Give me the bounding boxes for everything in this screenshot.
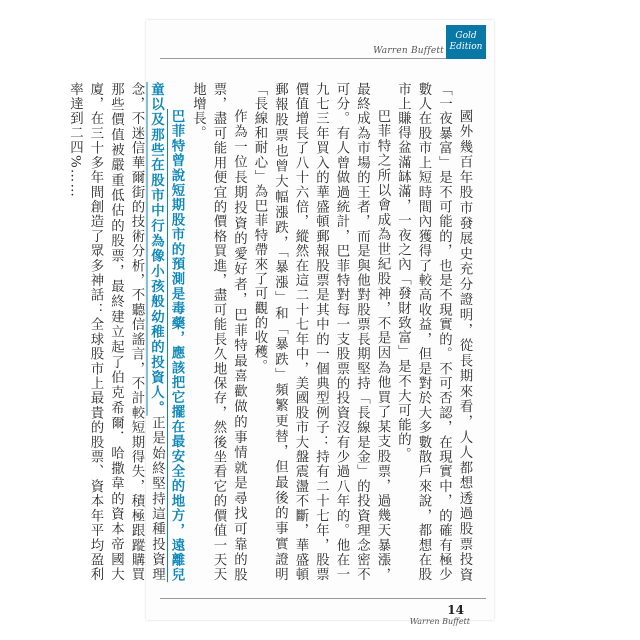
badge-line-2: Edition: [449, 42, 483, 52]
header-rule: [160, 58, 486, 59]
book-page: [67, 20, 494, 626]
vertical-text-body: [67, 82, 474, 583]
gold-edition-badge: [446, 25, 486, 59]
footer-rule: [160, 598, 486, 599]
page-number: 14: [447, 603, 464, 617]
paragraph-4-text: 正是始終堅持這種投資理念，不迷信華爾街的技術分析，不聽信謠言，不計較短期得失，積極跟蹤購買那些價值被嚴重低估的股票，最終建立起了伯克希爾．哈撒韋的資本帝國大廈，在三十多年間創造了眾多神話：全球股市上最貴的股票、資本年平均盈利率達到二四%……: [67, 82, 165, 583]
badge-line-1: Gold: [455, 31, 477, 41]
running-footer-title: Warren Buffett: [409, 617, 470, 626]
paragraph-3: 作為一位長期投資的愛好者，巴菲特最喜歡做的事情就是尋找可靠的股票，盡可能用便宜的價格買進，盡可能長久地保存，然後坐看它的價值一天天地增長。: [190, 82, 247, 582]
paragraph-4: [64, 82, 187, 582]
paragraph-1: 國外幾百年股市發展史充分證明，從長期來看，人人都想透過股票投資「一夜暴富」是不可能的，也是不現實的。不可否認，在現實中，的確有極少數人在股市上短時間內獲得了較高收益，但是對於大多數散戶來說，都想在股市上賺得盆滿缽滿，一夜之內「發財致富」是不大可能的。: [395, 82, 472, 582]
running-header-title: Warren Buffett: [373, 46, 444, 56]
highlighted-quote: 巴菲特曾說短期股市的預測是毒藥，應該把它擺在最安全的地方，遠離兒童以及那些在股市中行為像小孩般幼稚的投資人。: [148, 82, 185, 582]
paragraph-2: 巴菲特之所以會成為世紀股神，不是因為他買了某支股票，過幾天暴漲，最終成為市場的王者，而是與他對股票長期堅持「長線是金」的投資理念密不可分。有人曾做過統計，巴菲特對每一支股票的投資沒有少過八年的。他在一九七三年買入的華盛頓郵報股票是其中的一個典型例子：持有二十七年，股票價值增長了八十六倍，縱然在這二十七年中，美國股市大盤震盪不斷，華盛頓郵報股票也曾大幅漲跌，「暴漲」和「暴跌」頻繁更替，但最後的事實證明「長線和耐心」為巴菲特帶來了可觀的收穫。: [252, 82, 390, 582]
